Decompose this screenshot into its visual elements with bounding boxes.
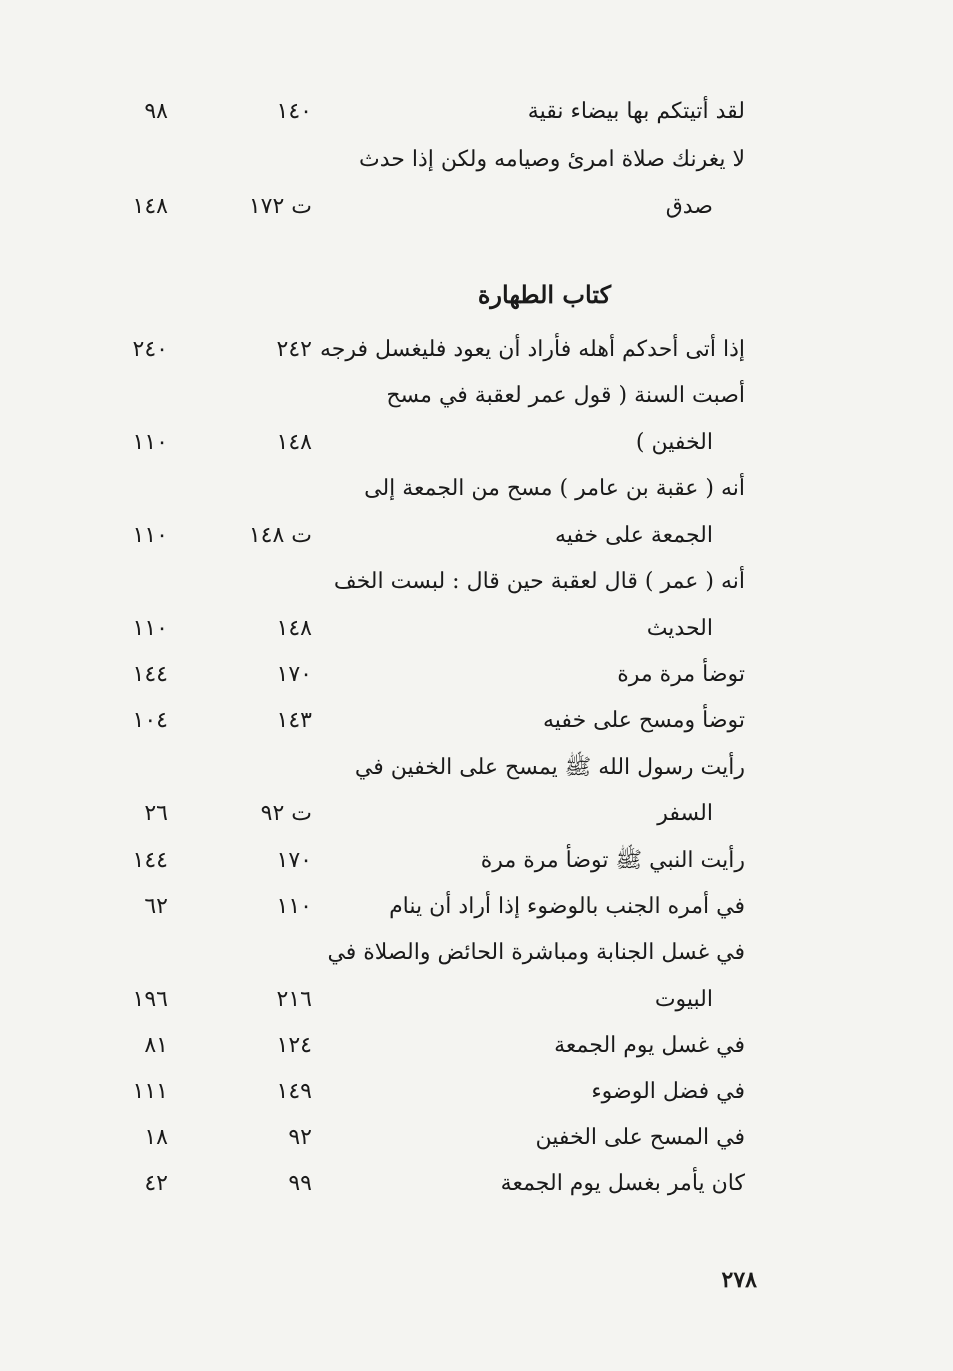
- entry-ref-1: ١٢٤: [276, 1033, 312, 1058]
- index-entry: [0, 1115, 953, 1161]
- entry-text: في المسح على الخفين: [535, 1125, 745, 1150]
- entry-ref-1: ١٤٠: [276, 99, 312, 124]
- entry-ref-2: ٨١: [144, 1033, 168, 1058]
- entry-text: توضأ ومسح على خفيه: [543, 708, 745, 733]
- entry-text: في فضل الوضوء: [591, 1079, 745, 1104]
- entry-text: رأيت رسول الله ﷺ يمسح على الخفين في: [354, 755, 745, 780]
- entry-text: في غسل يوم الجمعة: [554, 1033, 745, 1058]
- entry-ref-1: ١٧٠: [276, 662, 312, 687]
- index-entry: [0, 1069, 953, 1115]
- entry-ref-2: ٢٤٠: [132, 337, 168, 362]
- index-entry: [0, 513, 953, 559]
- index-entry: [0, 791, 953, 837]
- entry-ref-1: ٩٢: [288, 1125, 312, 1150]
- index-entry: [0, 652, 953, 698]
- entry-ref-2: ١١٠: [132, 430, 168, 455]
- entry-ref-1: ١٧٠: [276, 848, 312, 873]
- index-entry: [0, 137, 953, 183]
- index-entry: [0, 559, 953, 605]
- entry-ref-2: ١٩٦: [132, 987, 168, 1012]
- entry-text: لا يغرنك صلاة امرئ وصيامه ولكن إذا حدث: [359, 147, 745, 172]
- index-entry: [0, 884, 953, 930]
- entry-ref-2: ٩٨: [144, 99, 168, 124]
- entry-text: أنه ( عمر ) قال لعقبة حين قال : لبست الخف: [333, 569, 745, 594]
- entry-text: الجمعة على خفيه: [554, 523, 713, 548]
- entry-ref-2: ١١٠: [132, 616, 168, 641]
- entry-text: الخفين ): [635, 430, 713, 455]
- entry-ref-1: ت ١٧٢: [248, 194, 312, 219]
- entry-ref-2: ١٤٨: [132, 194, 168, 219]
- entry-ref-2: ٤٢: [144, 1171, 168, 1196]
- entry-ref-2: ١٠٤: [132, 708, 168, 733]
- entry-text: السفر: [657, 801, 713, 826]
- entry-text: البيوت: [654, 987, 713, 1012]
- entry-text: في غسل الجنابة ومباشرة الحائض والصلاة في: [327, 940, 745, 965]
- entry-text: أصبت السنة ( قول عمر لعقبة في مسح: [386, 383, 745, 408]
- entry-ref-1: ٢٤٢: [276, 337, 312, 362]
- entry-ref-1: ١٤٨: [276, 616, 312, 641]
- entry-ref-1: ١١٠: [276, 894, 312, 919]
- entry-ref-2: ٢٦: [144, 801, 168, 826]
- entry-text: إذا أتى أحدكم أهله فأراد أن يعود فليغسل فرجه: [319, 337, 745, 362]
- entry-ref-1: ٢١٦: [276, 987, 312, 1012]
- entry-ref-2: ١١٠: [132, 523, 168, 548]
- entry-text: توضأ مرة مرة: [617, 662, 745, 687]
- index-entry: [0, 327, 953, 373]
- entry-ref-2: ١١١: [132, 1079, 168, 1104]
- section-heading: كتاب الطهارة: [477, 280, 611, 309]
- entry-ref-1: ٩٩: [288, 1171, 312, 1196]
- entry-ref-1: ١٤٩: [276, 1079, 312, 1104]
- index-entry: [0, 89, 953, 135]
- entry-ref-2: ٦٢: [144, 894, 168, 919]
- index-entry: [0, 698, 953, 744]
- index-entry: [0, 838, 953, 884]
- entry-ref-2: ١٨: [144, 1125, 168, 1150]
- entry-ref-1: ت ٩٢: [260, 801, 312, 826]
- index-entry: [0, 1023, 953, 1069]
- index-entry: [0, 184, 953, 230]
- entry-ref-1: ١٤٨: [276, 430, 312, 455]
- index-entry: [0, 420, 953, 466]
- index-entry: [0, 466, 953, 512]
- entry-text: لقد أتيتكم بها بيضاء نقية: [527, 99, 745, 124]
- entry-ref-1: ١٤٣: [276, 708, 312, 733]
- entry-text: صدق: [665, 194, 713, 219]
- index-entry: [0, 1161, 953, 1207]
- entry-text: رأيت النبي ﷺ توضأ مرة مرة: [480, 848, 745, 873]
- entry-ref-2: ١٤٤: [132, 662, 168, 687]
- entry-text: أنه ( عقبة بن عامر ) مسح من الجمعة إلى: [364, 476, 745, 501]
- index-entry: [0, 606, 953, 652]
- entry-ref-1: ت ١٤٨: [248, 523, 312, 548]
- page-number: ٢٧٨: [721, 1267, 757, 1293]
- entry-ref-2: ١٤٤: [132, 848, 168, 873]
- index-entry: [0, 977, 953, 1023]
- entry-text: كان يأمر بغسل يوم الجمعة: [500, 1171, 745, 1196]
- entry-text: الحديث: [646, 616, 713, 641]
- index-entry: [0, 930, 953, 976]
- index-entry: [0, 745, 953, 791]
- entry-text: في أمره الجنب بالوضوء إذا أراد أن ينام: [389, 894, 745, 919]
- index-entry: [0, 373, 953, 419]
